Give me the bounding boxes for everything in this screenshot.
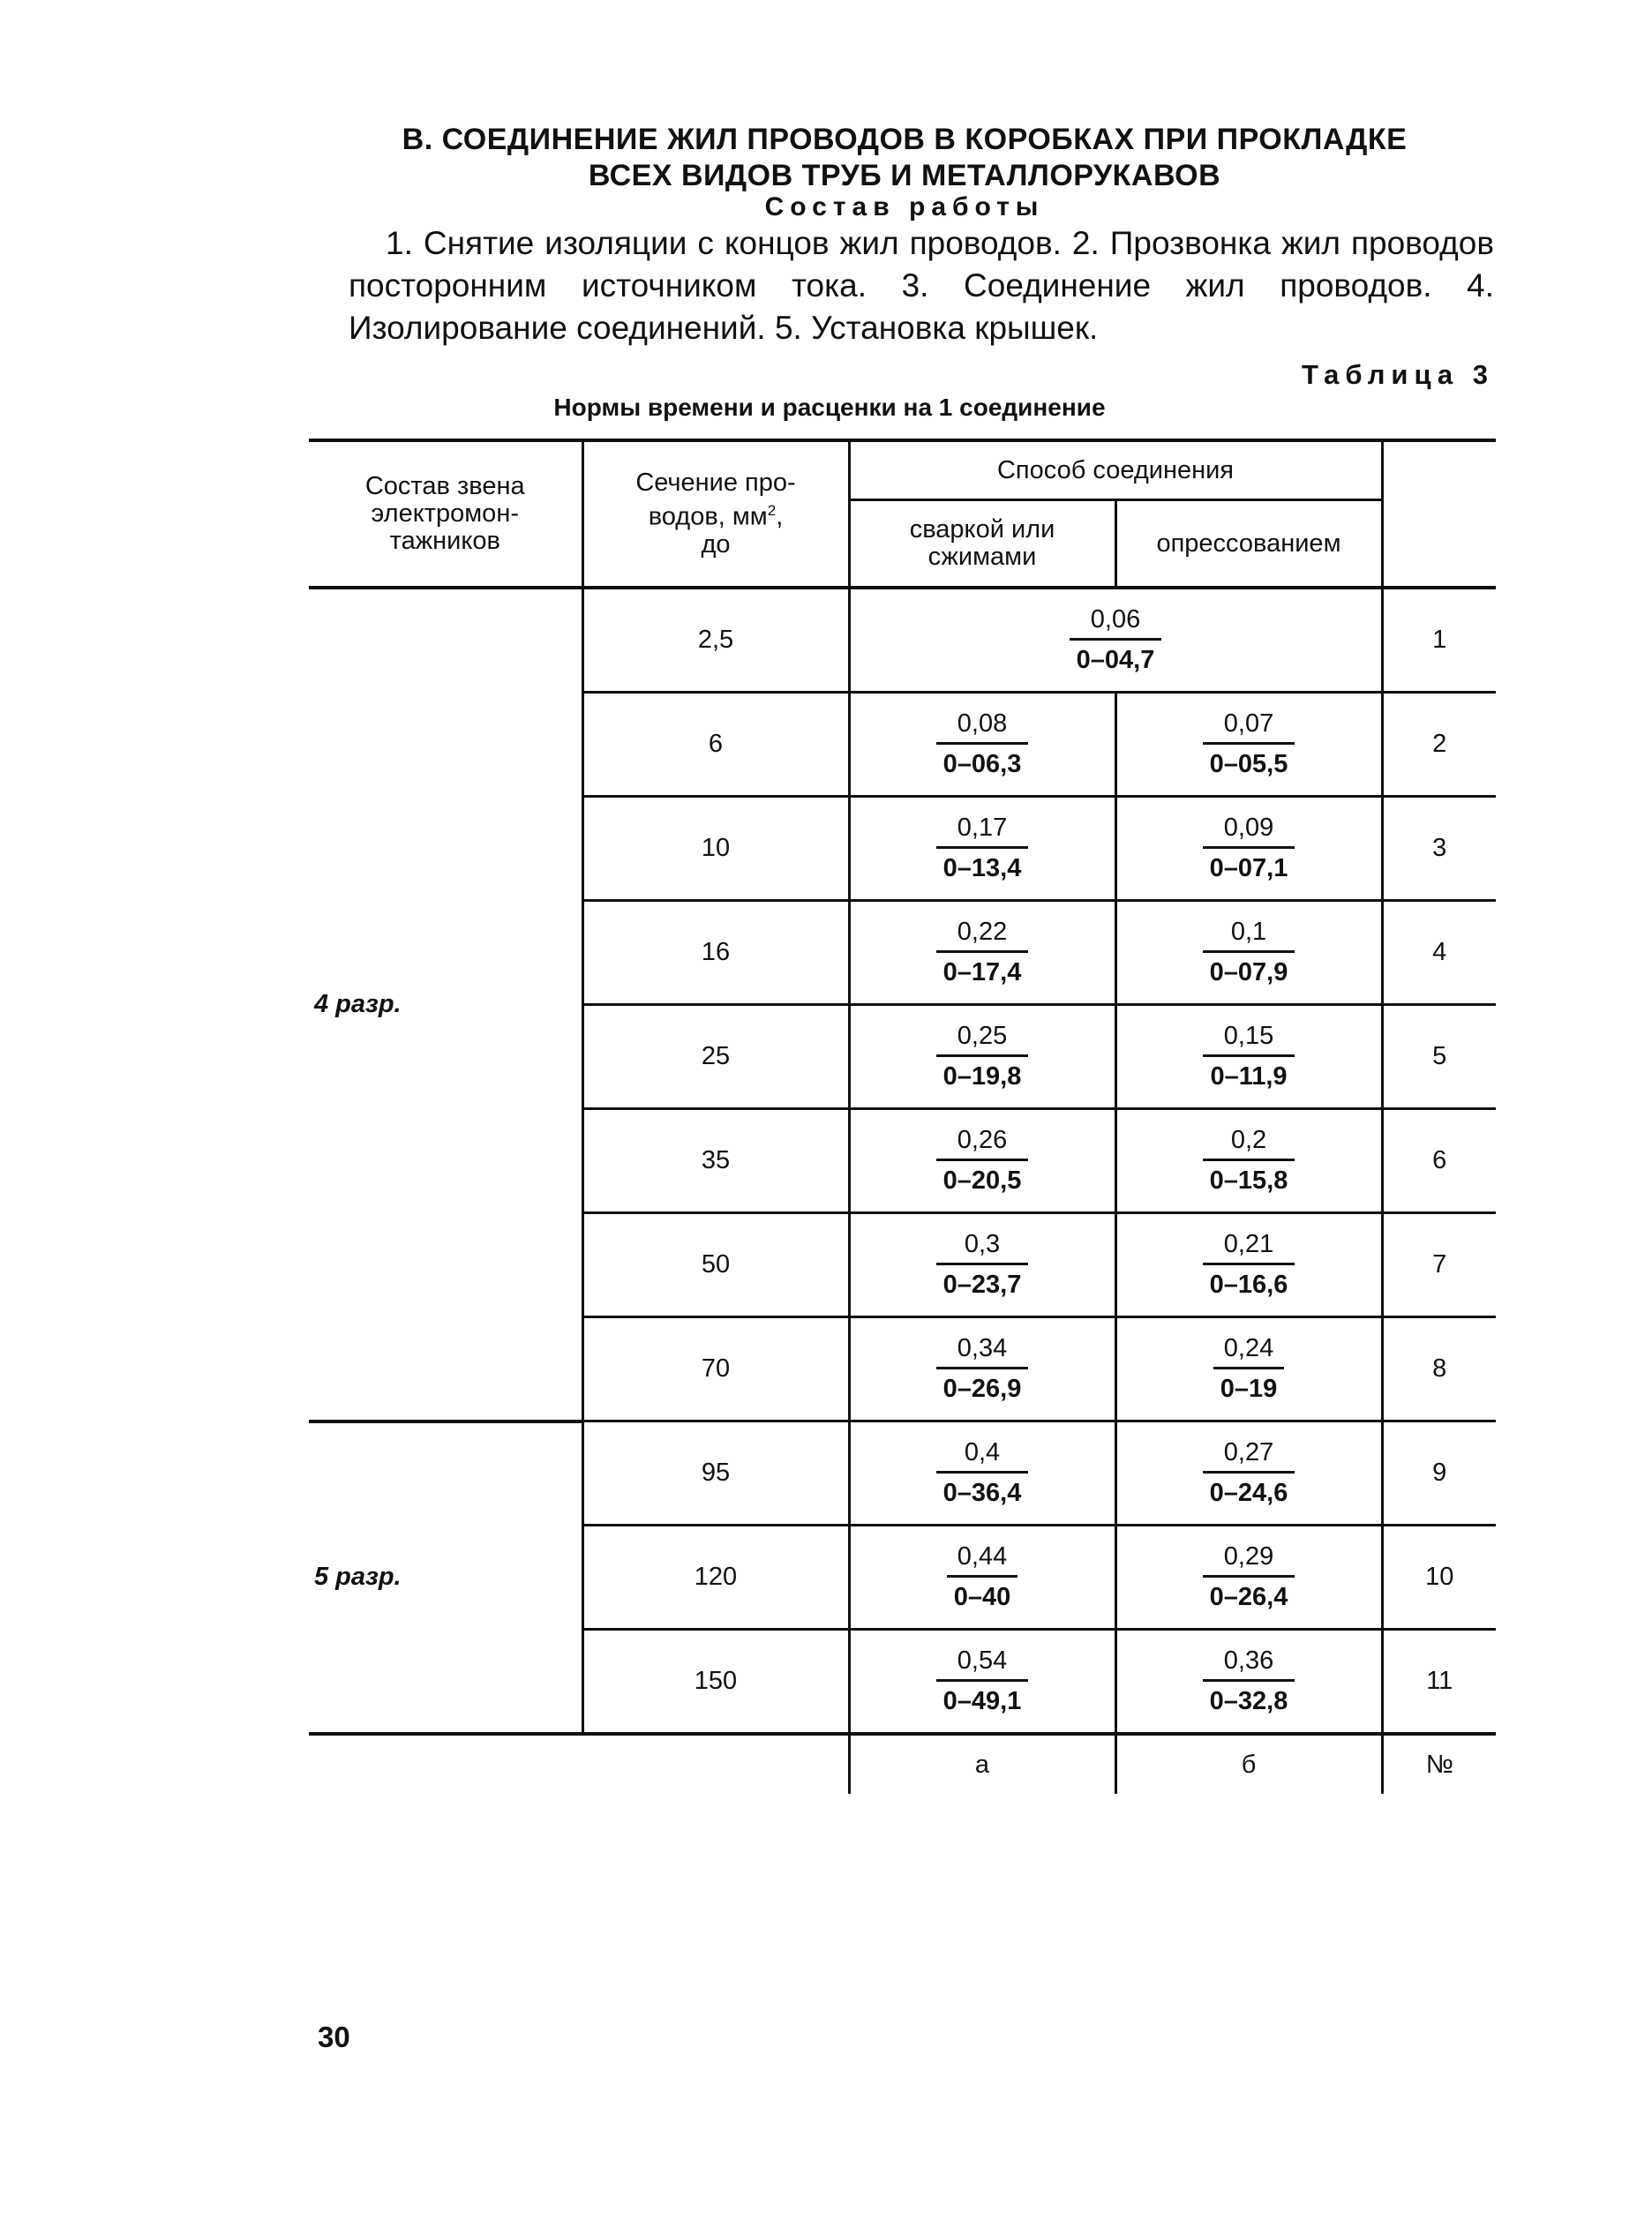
norm-cell-b xyxy=(1115,693,1382,797)
footer-col-b: б xyxy=(1115,1734,1382,1794)
section-cell: 120 xyxy=(582,1526,849,1630)
table-footer-row xyxy=(309,1734,1496,1794)
norm-cell-b xyxy=(1115,797,1382,901)
norm-cell-a xyxy=(849,1317,1115,1421)
time-norm: 0,29 xyxy=(1203,1542,1295,1578)
norm-cell-a xyxy=(849,797,1115,901)
norm-fraction xyxy=(1203,1646,1295,1716)
page-number: 30 xyxy=(318,2021,350,2053)
norm-fraction xyxy=(936,1126,1029,1196)
price: 0–15,8 xyxy=(1209,1166,1288,1195)
price: 0–40 xyxy=(953,1583,1011,1611)
norm-cell-b xyxy=(1115,1630,1382,1735)
time-norm: 0,17 xyxy=(936,814,1029,849)
norm-fraction xyxy=(1203,1438,1295,1508)
norm-cell-a xyxy=(849,693,1115,797)
norm-fraction xyxy=(1203,1126,1295,1196)
section-cell: 2,5 xyxy=(582,588,849,693)
row-index: 9 xyxy=(1382,1421,1496,1526)
price: 0–20,5 xyxy=(942,1166,1022,1195)
header-welding-line-2: сжимами xyxy=(927,543,1037,571)
table-row xyxy=(309,1421,1496,1526)
work-composition-paragraph: 1. Снятие изоляции с концов жил проводов. 2. Прозвонка жил проводов посторонним источником тока. 3. Соединение жил проводов. 4. Изолирование соединений. 5. Установка крышек. xyxy=(349,225,1494,346)
header-section-line-3: до xyxy=(701,529,731,559)
time-norm: 0,06 xyxy=(1070,605,1162,641)
norm-cell-b xyxy=(1115,1526,1382,1630)
norm-cell-merged xyxy=(849,588,1382,693)
section-cell: 35 xyxy=(582,1109,849,1213)
norm-cell-a xyxy=(849,1421,1115,1526)
price: 0–07,9 xyxy=(1209,958,1288,986)
heading-line-1: В. СОЕДИНЕНИЕ ЖИЛ ПРОВОДОВ В КОРОБКАХ ПРИ ПРОКЛАДКЕ xyxy=(402,123,1408,156)
table-label: Таблица 3 xyxy=(1301,359,1494,390)
price: 0–05,5 xyxy=(1209,750,1288,778)
section-cell: 150 xyxy=(582,1630,849,1735)
price: 0–26,9 xyxy=(942,1375,1022,1403)
time-norm: 0,3 xyxy=(936,1230,1029,1265)
price: 0–17,4 xyxy=(942,958,1022,986)
section-heading xyxy=(313,122,1496,194)
norm-cell-a xyxy=(849,901,1115,1005)
norm-fraction xyxy=(936,918,1029,987)
norm-fraction xyxy=(1203,1022,1294,1091)
time-norm: 0,09 xyxy=(1203,814,1295,849)
table-header-row xyxy=(309,440,1496,500)
price: 0–19,8 xyxy=(942,1062,1022,1091)
norm-cell-b xyxy=(1115,1005,1382,1109)
norm-cell-b xyxy=(1115,901,1382,1005)
header-section-comma: , xyxy=(776,502,784,531)
time-norm: 0,4 xyxy=(936,1438,1029,1474)
work-composition-title: Состав работы xyxy=(764,192,1045,221)
table-caption: Нормы времени и расценки на 1 соединение xyxy=(553,394,1106,421)
norm-cell-b xyxy=(1115,1213,1382,1317)
price: 0–11,9 xyxy=(1210,1062,1288,1091)
header-section-unit: водов, мм xyxy=(648,502,768,531)
section-cell: 95 xyxy=(582,1421,849,1526)
row-index: 8 xyxy=(1382,1317,1496,1421)
norm-cell-a xyxy=(849,1630,1115,1735)
time-norm: 0,2 xyxy=(1203,1126,1295,1161)
footer-empty xyxy=(309,1734,582,1794)
time-norm: 0,24 xyxy=(1213,1334,1285,1369)
price: 0–06,3 xyxy=(942,750,1022,778)
row-index: 11 xyxy=(1382,1630,1496,1735)
price: 0–07,1 xyxy=(1209,854,1288,882)
norm-fraction xyxy=(936,1022,1029,1091)
header-method: Способ соединения xyxy=(849,440,1382,500)
norm-fraction xyxy=(1203,1230,1295,1300)
row-index: 5 xyxy=(1382,1005,1496,1109)
time-norm: 0,44 xyxy=(947,1542,1018,1578)
norm-fraction xyxy=(936,709,1029,779)
section-cell: 6 xyxy=(582,693,849,797)
time-norm: 0,27 xyxy=(1203,1438,1295,1474)
time-norm: 0,54 xyxy=(936,1646,1029,1682)
header-welding-line-1: сваркой или xyxy=(909,515,1055,544)
price: 0–24,6 xyxy=(1209,1479,1288,1507)
work-composition-text xyxy=(349,222,1494,349)
norm-cell-a xyxy=(849,1005,1115,1109)
norm-fraction xyxy=(1203,1542,1295,1612)
group-label-5: 5 разр. xyxy=(309,1421,582,1735)
price: 0–19 xyxy=(1220,1375,1278,1403)
header-crew-line-2: электромон- xyxy=(371,499,519,528)
norm-cell-b xyxy=(1115,1421,1382,1526)
row-index: 6 xyxy=(1382,1109,1496,1213)
norm-fraction xyxy=(1203,814,1295,883)
section-cell: 50 xyxy=(582,1213,849,1317)
row-index: 4 xyxy=(1382,901,1496,1005)
norm-fraction xyxy=(936,1646,1029,1716)
row-index: 2 xyxy=(1382,693,1496,797)
time-norm: 0,07 xyxy=(1203,709,1295,745)
header-crew-line-1: Состав звена xyxy=(364,472,525,500)
header-pressing: опрессованием xyxy=(1115,500,1382,589)
time-norm: 0,1 xyxy=(1203,918,1295,953)
header-index xyxy=(1382,440,1496,588)
row-index: 7 xyxy=(1382,1213,1496,1317)
price: 0–26,4 xyxy=(1209,1583,1288,1611)
norm-fraction xyxy=(1070,605,1162,675)
row-index: 3 xyxy=(1382,797,1496,901)
table-row xyxy=(309,588,1496,693)
section-cell: 10 xyxy=(582,797,849,901)
row-index: 1 xyxy=(1382,588,1496,693)
time-norm: 0,21 xyxy=(1203,1230,1295,1265)
header-section-line-1: Сечение про- xyxy=(635,469,796,498)
time-norm: 0,15 xyxy=(1203,1022,1294,1057)
time-norm: 0,22 xyxy=(936,918,1029,953)
norm-fraction xyxy=(936,1334,1029,1404)
time-norm: 0,34 xyxy=(936,1334,1029,1369)
header-section-line-2 xyxy=(584,497,848,531)
time-norm: 0,25 xyxy=(936,1022,1029,1057)
header-crew xyxy=(309,440,582,588)
price: 0–23,7 xyxy=(942,1271,1022,1299)
norm-fraction xyxy=(1213,1334,1285,1404)
norm-fraction xyxy=(936,1438,1029,1508)
norm-cell-a xyxy=(849,1109,1115,1213)
section-cell: 25 xyxy=(582,1005,849,1109)
group-label-4: 4 разр. xyxy=(309,588,582,1421)
norm-fraction xyxy=(1203,918,1295,987)
norm-cell-b xyxy=(1115,1109,1382,1213)
norm-cell-b xyxy=(1115,1317,1382,1421)
header-crew-line-3: тажников xyxy=(389,527,500,555)
norm-cell-a xyxy=(849,1213,1115,1317)
heading-line-2: ВСЕХ ВИДОВ ТРУБ И МЕТАЛЛОРУКАВОВ xyxy=(588,159,1221,192)
header-section-sup: 2 xyxy=(767,502,777,520)
price: 0–36,4 xyxy=(942,1479,1022,1507)
time-norm: 0,08 xyxy=(936,709,1029,745)
section-cell: 16 xyxy=(582,901,849,1005)
header-welding xyxy=(849,500,1115,589)
price: 0–49,1 xyxy=(942,1687,1022,1715)
price: 0–16,6 xyxy=(1209,1271,1288,1299)
norm-cell-a xyxy=(849,1526,1115,1630)
price: 0–13,4 xyxy=(942,854,1022,882)
row-index: 10 xyxy=(1382,1526,1496,1630)
norm-fraction xyxy=(936,1230,1029,1300)
norm-fraction xyxy=(947,1542,1018,1612)
time-norm: 0,26 xyxy=(936,1126,1029,1161)
header-section xyxy=(582,440,849,588)
footer-col-num: № xyxy=(1382,1734,1496,1794)
footer-empty-section xyxy=(582,1734,849,1794)
norm-fraction xyxy=(936,814,1029,883)
section-cell: 70 xyxy=(582,1317,849,1421)
norms-table xyxy=(309,439,1496,1794)
price: 0–04,7 xyxy=(1076,646,1155,674)
price: 0–32,8 xyxy=(1209,1687,1288,1715)
time-norm: 0,36 xyxy=(1203,1646,1295,1682)
footer-col-a: а xyxy=(849,1734,1115,1794)
norm-fraction xyxy=(1203,709,1295,779)
